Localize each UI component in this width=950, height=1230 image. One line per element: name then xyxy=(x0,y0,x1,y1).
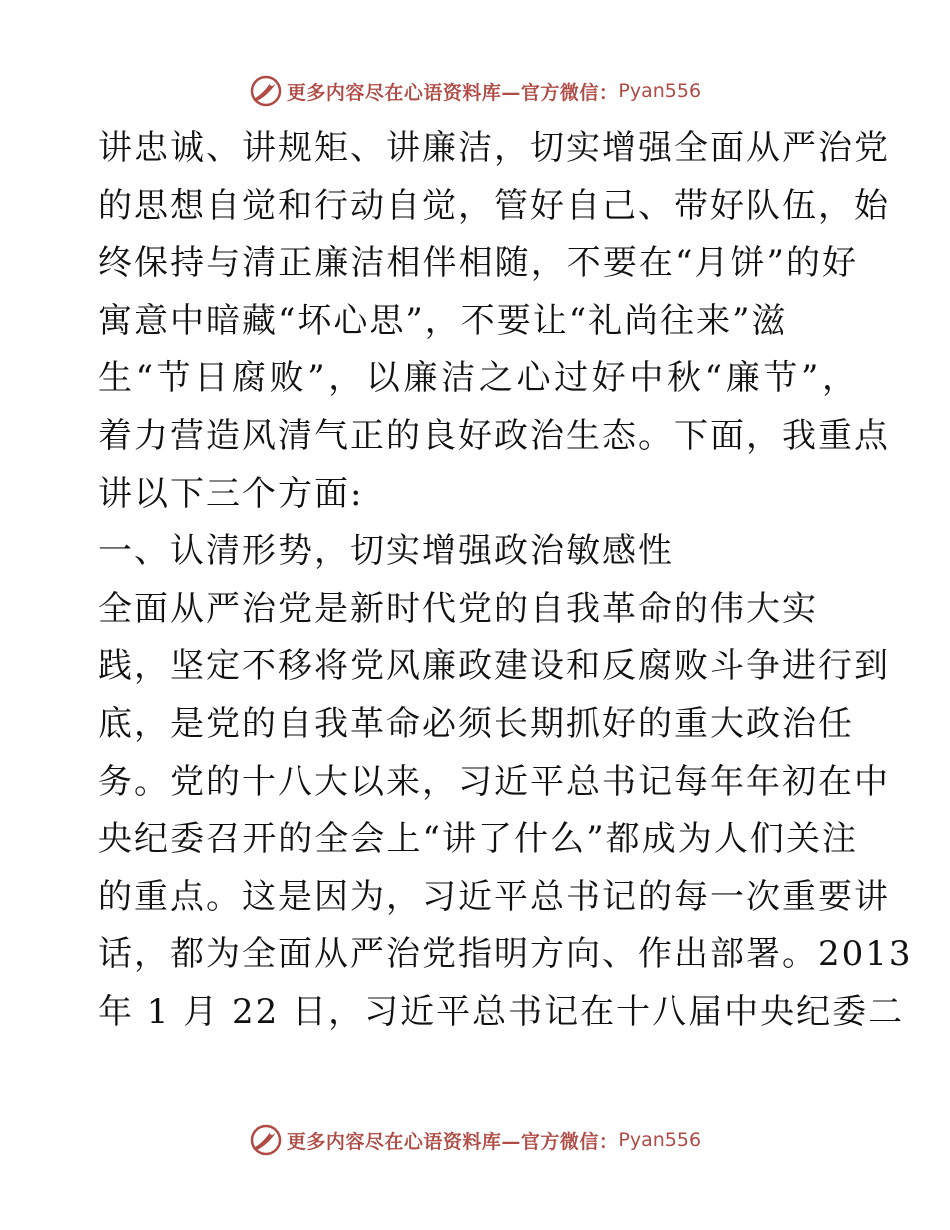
header-watermark-banner xyxy=(0,71,950,111)
paragraph-line: 的思想自觉和行动自觉，管好自己、带好队伍，始 xyxy=(98,185,890,226)
paragraph-line: 务。党的十八大以来，习近平总书记每年年初在中 xyxy=(98,761,890,802)
paragraph-line: 终保持与清正廉洁相伴相随，不要在“月饼”的好 xyxy=(98,243,858,284)
footer-watermark-banner xyxy=(0,1120,950,1160)
paragraph-line: 全面从严治党是新时代党的自我革命的伟大实 xyxy=(98,588,818,629)
section-heading: 一、认清形势，切实增强政治敏感性 xyxy=(98,531,674,572)
paragraph-line: 践，坚定不移将党风廉政建设和反腐败斗争进行到 xyxy=(98,646,890,687)
document-body xyxy=(98,120,913,1042)
paragraph-line: 底，是党的自我革命必须长期抓好的重大政治任 xyxy=(98,703,854,744)
paragraph-line: 的重点。这是因为，习近平总书记的每一次重要讲 xyxy=(98,876,890,917)
banner-wechat-id: Pyan556 xyxy=(618,80,702,102)
banner-wechat-id: Pyan556 xyxy=(618,1129,702,1151)
paragraph-line: 央纪委召开的全会上“讲了什么”都成为人们关注 xyxy=(98,819,858,860)
paragraph-line: 寓意中暗藏“坏心思”，不要让“礼尚往来”滋 xyxy=(98,300,788,341)
paragraph-line: 讲忠诚、讲规矩、讲廉洁，切实增强全面从严治党 xyxy=(98,128,890,168)
paragraph-line: 生“节日腐败”，以廉洁之心过好中秋“廉节”， xyxy=(98,358,858,399)
banner-text: 更多内容尽在心语资料库—官方微信： xyxy=(286,81,619,104)
banner-text: 更多内容尽在心语资料库—官方微信： xyxy=(286,1130,619,1153)
paragraph-line: 着力营造风清气正的良好政治生态。下面，我重点 xyxy=(98,415,890,456)
paragraph-line: 讲以下三个方面: xyxy=(98,473,364,514)
paragraph-line: 话，都为全面从严治党指明方向、作出部署。2013 xyxy=(98,934,913,975)
pen-logo-icon xyxy=(249,74,283,108)
paragraph-line: 年 1 月 22 日，习近平总书记在十八届中央纪委二 xyxy=(98,991,905,1032)
pen-logo-icon xyxy=(249,1123,283,1157)
